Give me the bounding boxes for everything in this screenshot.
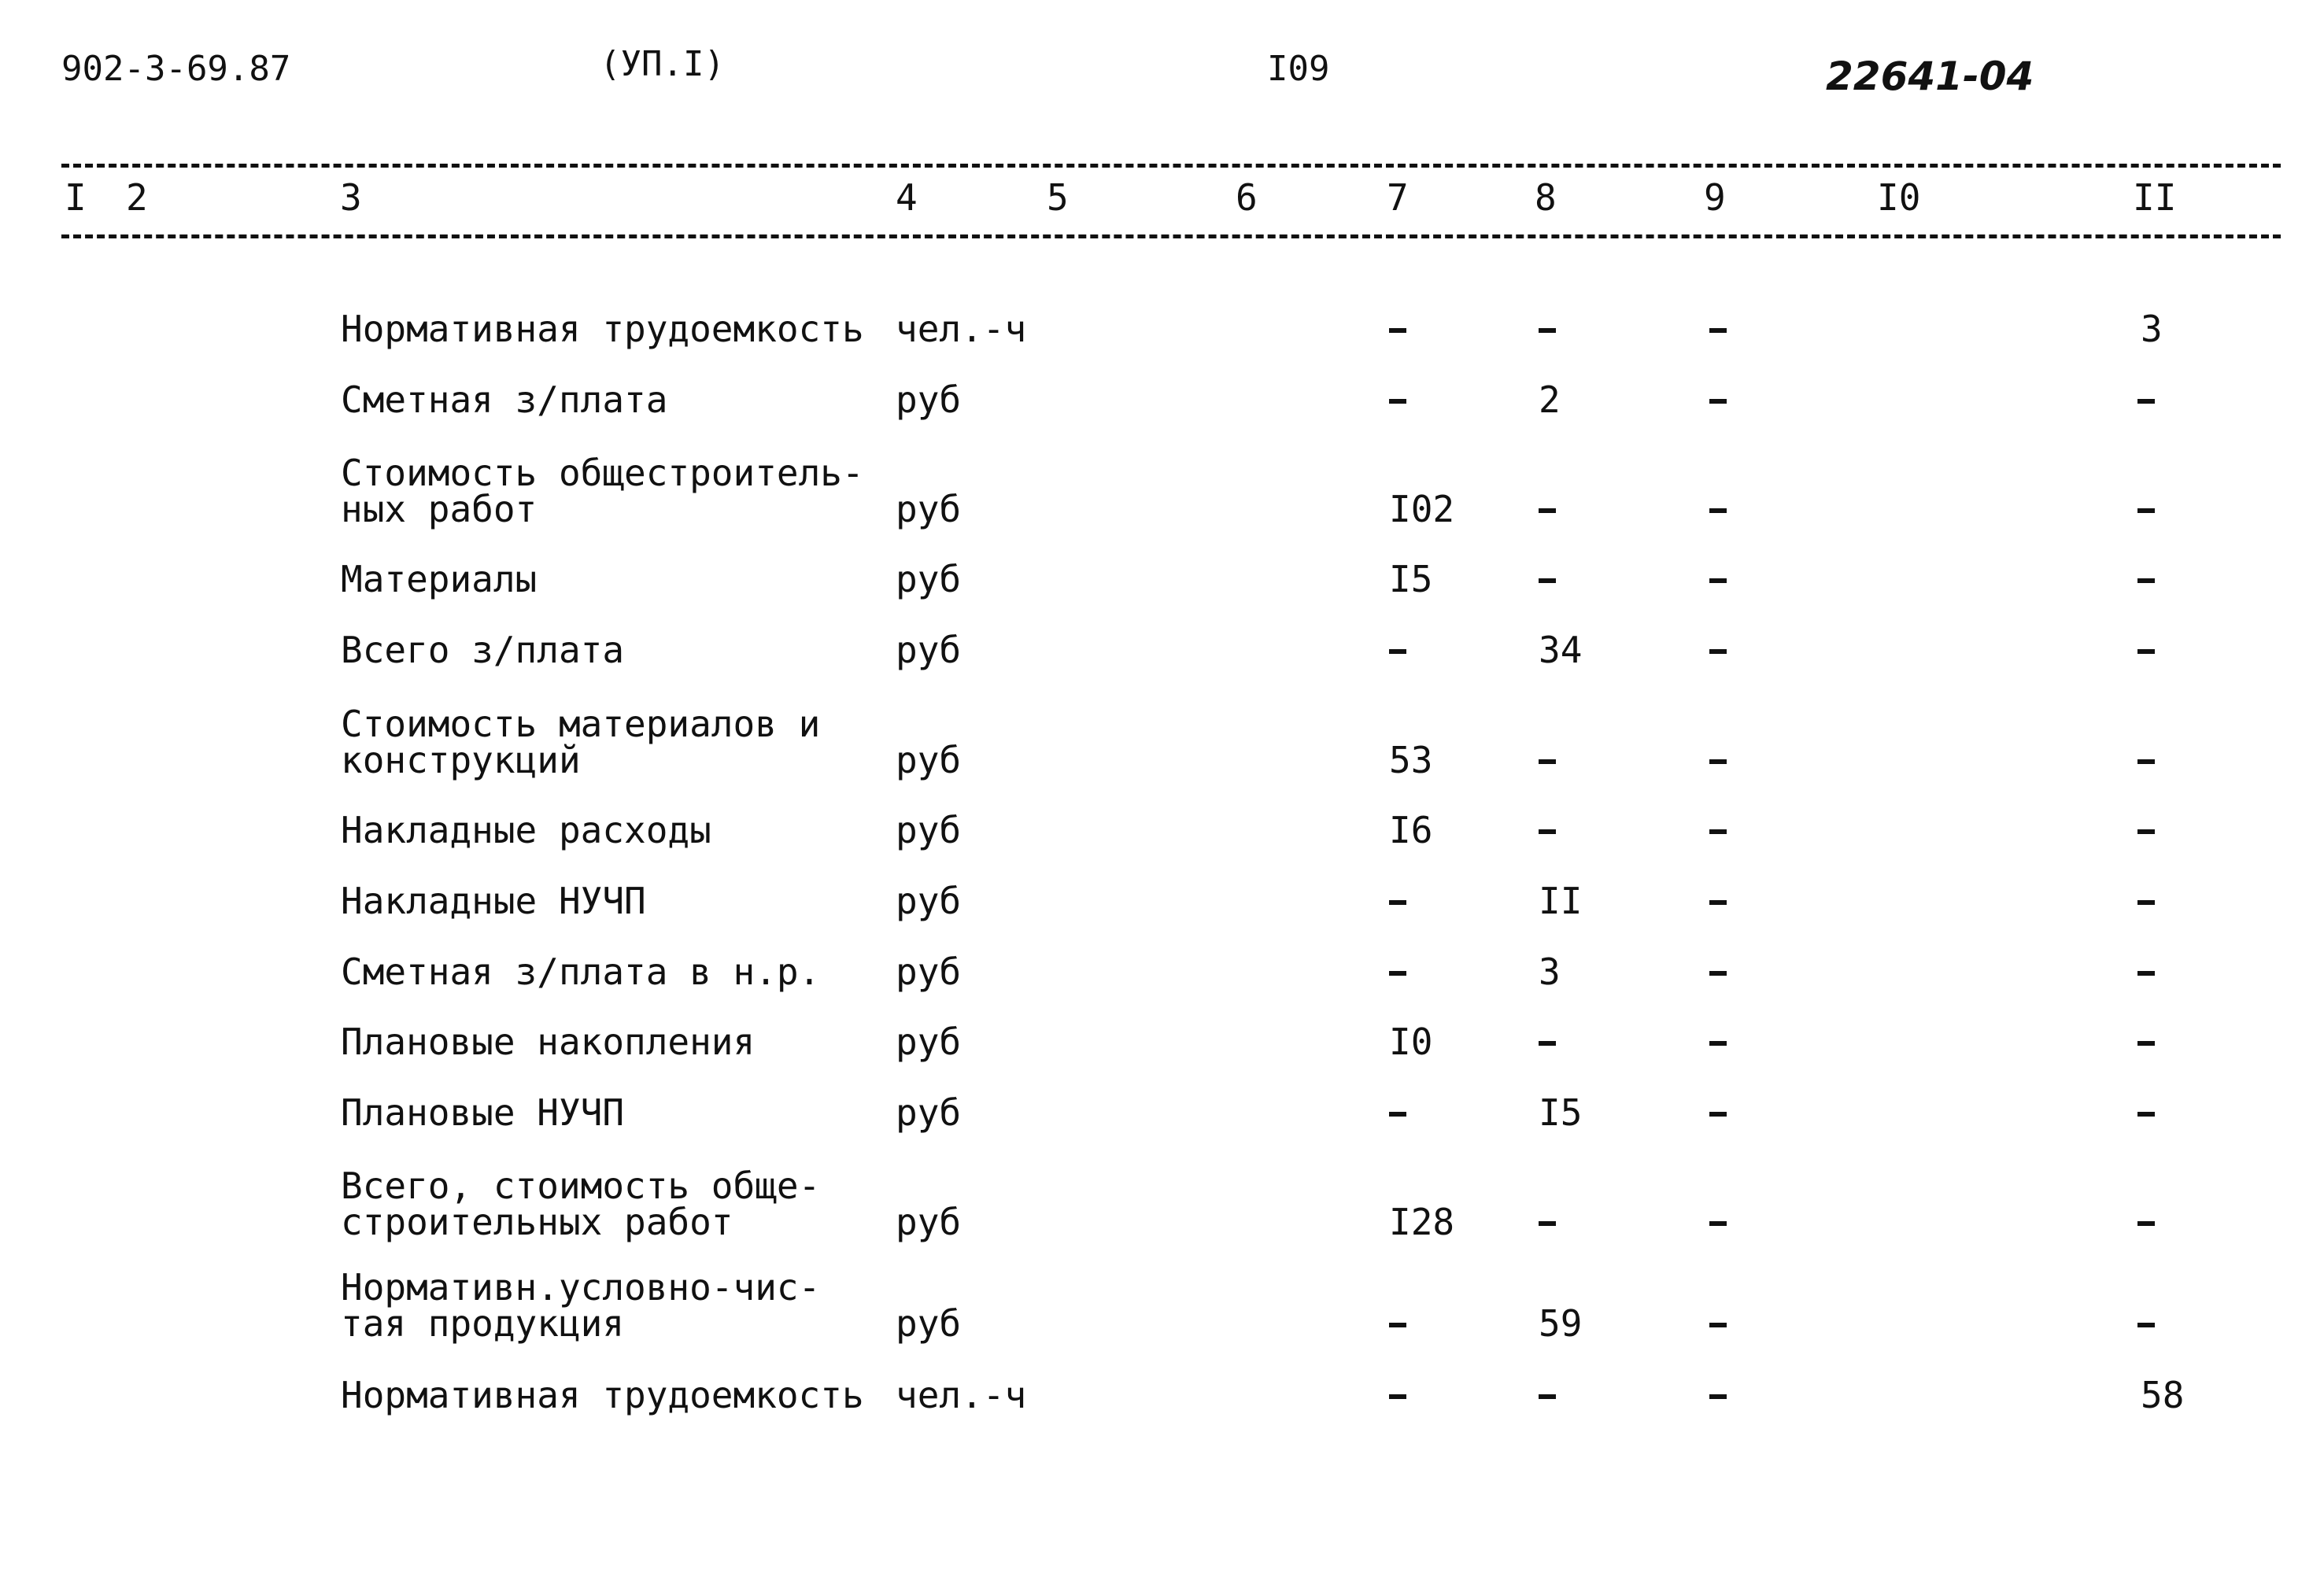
value-cell: 3 [1539, 951, 1561, 993]
empty-value-dash [1539, 508, 1556, 513]
empty-value-dash [2137, 399, 2155, 404]
empty-value-dash [2137, 1221, 2155, 1226]
row-unit: руб [896, 739, 962, 781]
row-unit: чел.-ч [896, 308, 1027, 350]
document-code: 902-3-69.87 [61, 49, 291, 89]
value-cell: 59 [1539, 1302, 1583, 1345]
column-number: 6 [1236, 176, 1258, 219]
empty-value-dash [1709, 1112, 1727, 1117]
row-name: Накладные НУЧП [341, 880, 646, 922]
empty-value-dash [1389, 328, 1406, 333]
empty-value-dash [1539, 829, 1556, 834]
empty-value-dash [1709, 578, 1727, 583]
empty-value-dash [2137, 759, 2155, 764]
empty-value-dash [1709, 900, 1727, 905]
empty-value-dash [2137, 578, 2155, 583]
empty-value-dash [1539, 1394, 1556, 1399]
row-name: Плановые НУЧП [341, 1091, 625, 1134]
empty-value-dash [1709, 1221, 1727, 1226]
row-name: Накладные расходы [341, 809, 711, 851]
section-label: (УП.I) [600, 44, 725, 84]
header-top-rule [61, 164, 2281, 168]
row-unit: руб [896, 951, 962, 993]
row-name: Стоимость материалов и конструкций [341, 703, 821, 781]
empty-value-dash [1389, 1112, 1406, 1117]
row-name: Нормативн.условно-чис-тая продукция [341, 1266, 821, 1345]
row-name: Плановые накопления [341, 1021, 756, 1063]
empty-value-dash [1709, 649, 1727, 654]
column-number: 8 [1535, 176, 1557, 219]
value-cell: 58 [2141, 1374, 2185, 1416]
empty-value-dash [1709, 971, 1727, 976]
row-name: Нормативная трудоемкость [341, 1374, 864, 1416]
column-number: 5 [1047, 176, 1069, 219]
empty-value-dash [1709, 1323, 1727, 1327]
column-number: I [65, 176, 87, 219]
row-unit: чел.-ч [896, 1374, 1027, 1416]
value-cell: 2 [1539, 378, 1561, 421]
empty-value-dash [1709, 829, 1727, 834]
empty-value-dash [2137, 1323, 2155, 1327]
empty-value-dash [1389, 1394, 1406, 1399]
empty-value-dash [1539, 328, 1556, 333]
empty-value-dash [1709, 328, 1727, 333]
header-bottom-rule [61, 234, 2281, 238]
empty-value-dash [2137, 649, 2155, 654]
empty-value-dash [1539, 759, 1556, 764]
value-cell: I02 [1389, 488, 1455, 530]
empty-value-dash [2137, 971, 2155, 976]
row-unit: руб [896, 1302, 962, 1345]
value-cell: I28 [1389, 1201, 1455, 1243]
empty-value-dash [1539, 578, 1556, 583]
column-number: 3 [340, 176, 362, 219]
empty-value-dash [2137, 1041, 2155, 1046]
row-unit: руб [896, 488, 962, 530]
row-name: Стоимость общестроитель-ных работ [341, 452, 864, 530]
column-number: 2 [126, 176, 148, 219]
empty-value-dash [1709, 1041, 1727, 1046]
page-number: I09 [1267, 49, 1330, 89]
empty-value-dash [1389, 1323, 1406, 1327]
empty-value-dash [1709, 508, 1727, 513]
empty-value-dash [1389, 971, 1406, 976]
row-name: Нормативная трудоемкость [341, 308, 864, 350]
empty-value-dash [1539, 1221, 1556, 1226]
empty-value-dash [2137, 1112, 2155, 1117]
row-unit: руб [896, 880, 962, 922]
value-cell: I5 [1539, 1091, 1583, 1134]
value-cell: 53 [1389, 739, 1433, 781]
archive-number: 22641-04 [1826, 54, 2034, 99]
row-name: Всего, стоимость обще-строительных работ [341, 1165, 821, 1243]
empty-value-dash [2137, 508, 2155, 513]
column-number: II [2133, 176, 2177, 219]
row-unit: руб [896, 1201, 962, 1243]
empty-value-dash [2137, 900, 2155, 905]
empty-value-dash [1389, 900, 1406, 905]
row-unit: руб [896, 809, 962, 851]
row-name: Всего з/плата [341, 629, 625, 671]
value-cell: I6 [1389, 809, 1433, 851]
value-cell: 3 [2141, 308, 2163, 350]
row-name: Сметная з/плата [341, 378, 668, 421]
row-name: Сметная з/плата в н.р. [341, 951, 821, 993]
row-name: Материалы [341, 558, 538, 600]
value-cell: I0 [1389, 1021, 1433, 1063]
value-cell: I5 [1389, 558, 1433, 600]
empty-value-dash [2137, 829, 2155, 834]
empty-value-dash [1389, 649, 1406, 654]
empty-value-dash [1709, 1394, 1727, 1399]
empty-value-dash [1539, 1041, 1556, 1046]
column-number: 9 [1704, 176, 1726, 219]
row-unit: руб [896, 378, 962, 421]
column-number: I0 [1877, 176, 1921, 219]
row-unit: руб [896, 1021, 962, 1063]
empty-value-dash [1709, 399, 1727, 404]
column-number: 7 [1387, 176, 1409, 219]
column-number: 4 [896, 176, 918, 219]
empty-value-dash [1709, 759, 1727, 764]
row-unit: руб [896, 558, 962, 600]
empty-value-dash [1389, 399, 1406, 404]
value-cell: 34 [1539, 629, 1583, 671]
value-cell: II [1539, 880, 1583, 922]
row-unit: руб [896, 629, 962, 671]
row-unit: руб [896, 1091, 962, 1134]
